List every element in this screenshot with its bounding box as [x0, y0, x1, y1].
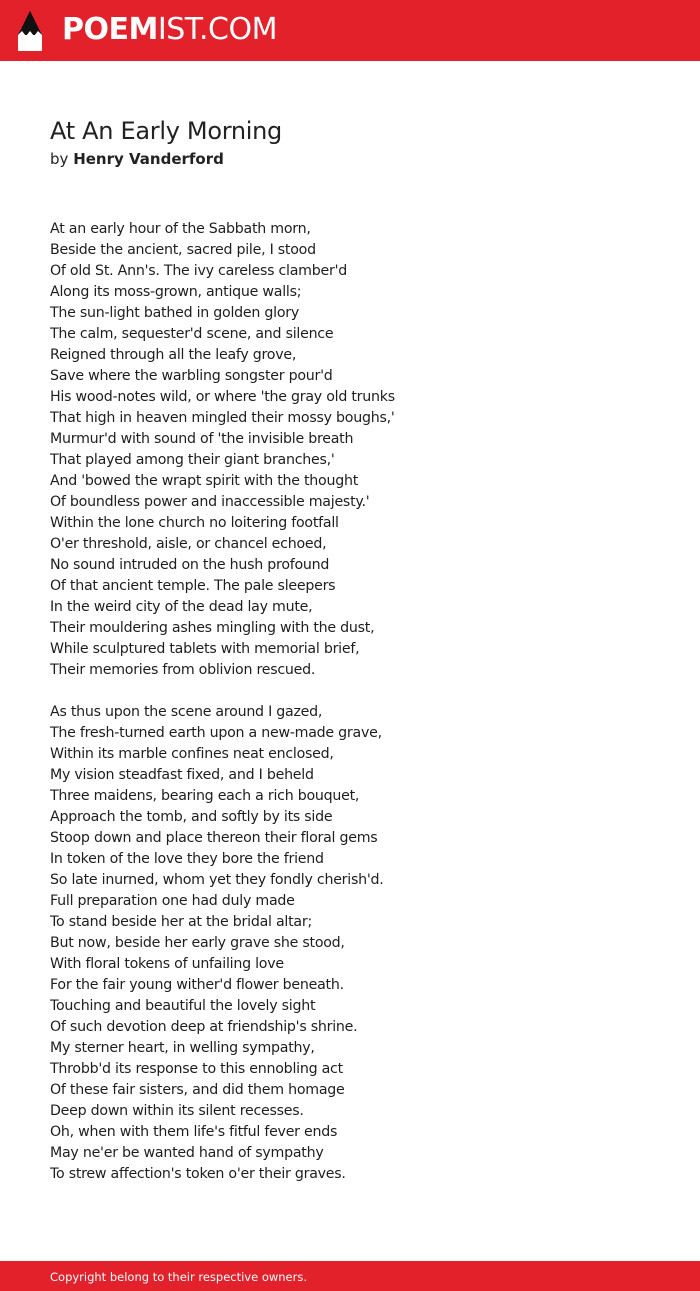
poem-line: Stoop down and place thereon their floral gems [50, 830, 378, 846]
poem-line: Of boundless power and inaccessible majesty.' [50, 494, 370, 510]
poem-line: His wood-notes wild, or where 'the gray old trunks [50, 389, 395, 405]
poem-author: Henry Vanderford [73, 150, 224, 168]
poem-line: At an early hour of the Sabbath morn, [50, 221, 311, 237]
poem-line: Oh, when with them life's fitful fever ends [50, 1124, 338, 1140]
poem-line: My sterner heart, in welling sympathy, [50, 1040, 315, 1056]
poem-line: But now, beside her early grave she stood, [50, 935, 345, 951]
poem-line: Touching and beautiful the lovely sight [50, 998, 316, 1014]
stanza [50, 702, 650, 1185]
poem-line: In token of the love they bore the friend [50, 851, 324, 867]
poem-line: To strew affection's token o'er their graves. [50, 1166, 346, 1182]
poem-line: For the fair young wither'd flower beneath. [50, 977, 344, 993]
poem-line: That high in heaven mingled their mossy boughs,' [50, 410, 395, 426]
poem-byline [50, 149, 224, 169]
poem-line: The calm, sequester'd scene, and silence [50, 326, 334, 342]
poem-line: Within the lone church no loitering footfall [50, 515, 339, 531]
poem-line: Their mouldering ashes mingling with the dust, [50, 620, 375, 636]
poem-line: Their memories from oblivion rescued. [50, 662, 316, 678]
logo-brand-bold: POEM [62, 12, 158, 47]
poem-line: Reigned through all the leafy grove, [50, 347, 297, 363]
poem-line: To stand beside her at the bridal altar; [50, 914, 312, 930]
poem-line: That played among their giant branches,' [50, 452, 335, 468]
poem-line: Three maidens, bearing each a rich bouquet, [50, 788, 360, 804]
poem-line: Along its moss-grown, antique walls; [50, 284, 302, 300]
poem-line: Of old St. Ann's. The ivy careless clamber'd [50, 263, 347, 279]
poem-line: Full preparation one had duly made [50, 893, 295, 909]
poem-line: Deep down within its silent recesses. [50, 1103, 304, 1119]
poem-body [50, 219, 650, 1206]
poem-line: Approach the tomb, and softly by its side [50, 809, 333, 825]
poem-line: The fresh-turned earth upon a new-made grave, [50, 725, 382, 741]
poem-line: O'er threshold, aisle, or chancel echoed, [50, 536, 327, 552]
logo-brand-light: IST.COM [157, 12, 277, 47]
site-footer [0, 1261, 700, 1291]
poem-line: My vision steadfast fixed, and I beheld [50, 767, 314, 783]
poem-line: With floral tokens of unfailing love [50, 956, 284, 972]
poem-line: So late inurned, whom yet they fondly cherish'd. [50, 872, 384, 888]
poem-line: Within its marble confines neat enclosed, [50, 746, 334, 762]
poem-line: The sun-light bathed in golden glory [50, 305, 300, 321]
copyright-notice: Copyright belong to their respective owners. [50, 1270, 308, 1284]
poem-line: While sculptured tablets with memorial brief, [50, 641, 360, 657]
poem-line: Beside the ancient, sacred pile, I stood [50, 242, 316, 258]
poem-line: As thus upon the scene around I gazed, [50, 704, 323, 720]
poem-line: Throbb'd its response to this ennobling act [50, 1061, 343, 1077]
poem-line: Of such devotion deep at friendship's shrine. [50, 1019, 358, 1035]
poem-line: May ne'er be wanted hand of sympathy [50, 1145, 324, 1161]
site-logo[interactable] [62, 12, 277, 48]
site-header [0, 0, 700, 61]
poem-line: No sound intruded on the hush profound [50, 557, 330, 573]
poem-title: At An Early Morning [50, 117, 282, 145]
poem-line: Save where the warbling songster pour'd [50, 368, 333, 384]
poem-line: Of that ancient temple. The pale sleepers [50, 578, 336, 594]
pencil-tip-icon[interactable] [17, 10, 43, 52]
poem-line: In the weird city of the dead lay mute, [50, 599, 313, 615]
poem-line: Of these fair sisters, and did them homage [50, 1082, 345, 1098]
poem-line: And 'bowed the wrapt spirit with the thought [50, 473, 359, 489]
poem-line: Murmur'd with sound of 'the invisible breath [50, 431, 354, 447]
stanza [50, 219, 650, 681]
by-label: by [50, 150, 69, 168]
